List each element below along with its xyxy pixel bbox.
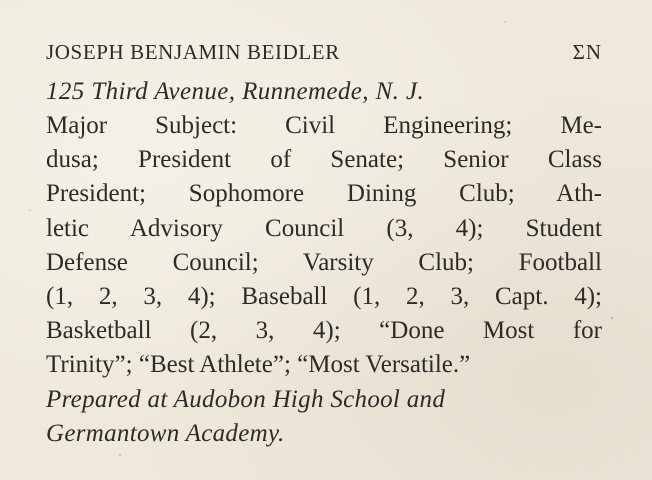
student-entry bbox=[46, 40, 602, 451]
bio-line: letic Advisory Council (3, 4); Student bbox=[46, 214, 602, 242]
home-address: 125 Third Avenue, Runnemede, N. J. bbox=[46, 78, 425, 105]
bio-line: (1, 2, 3, 4); Baseball (1, 2, 3, Capt. 4); bbox=[46, 283, 602, 311]
activities-paragraph bbox=[46, 109, 602, 383]
bio-line: Major Subject: Civil Engineering; Me- bbox=[46, 112, 602, 139]
student-name: JOSEPH BENJAMIN BEIDLER bbox=[46, 40, 340, 64]
bio-line: Basketball (2, 3, 4); “Done Most for bbox=[46, 317, 602, 345]
name-row bbox=[46, 40, 602, 76]
bio-line: Defense Council; Varsity Club; Football bbox=[46, 248, 602, 276]
bio-line: Trinity”; “Best Athlete”; “Most Versatile.” bbox=[46, 351, 471, 379]
bio-line: dusa; President of Senate; Senior Class bbox=[46, 146, 602, 174]
prepared-line: Germantown Academy. bbox=[46, 419, 285, 447]
prepared-at bbox=[46, 383, 602, 451]
fraternity-letters: ΣΝ bbox=[572, 40, 602, 64]
prepared-line: Prepared at Audobon High School and bbox=[46, 385, 446, 413]
bio-line: President; Sophomore Dining Club; Ath- bbox=[46, 180, 602, 208]
